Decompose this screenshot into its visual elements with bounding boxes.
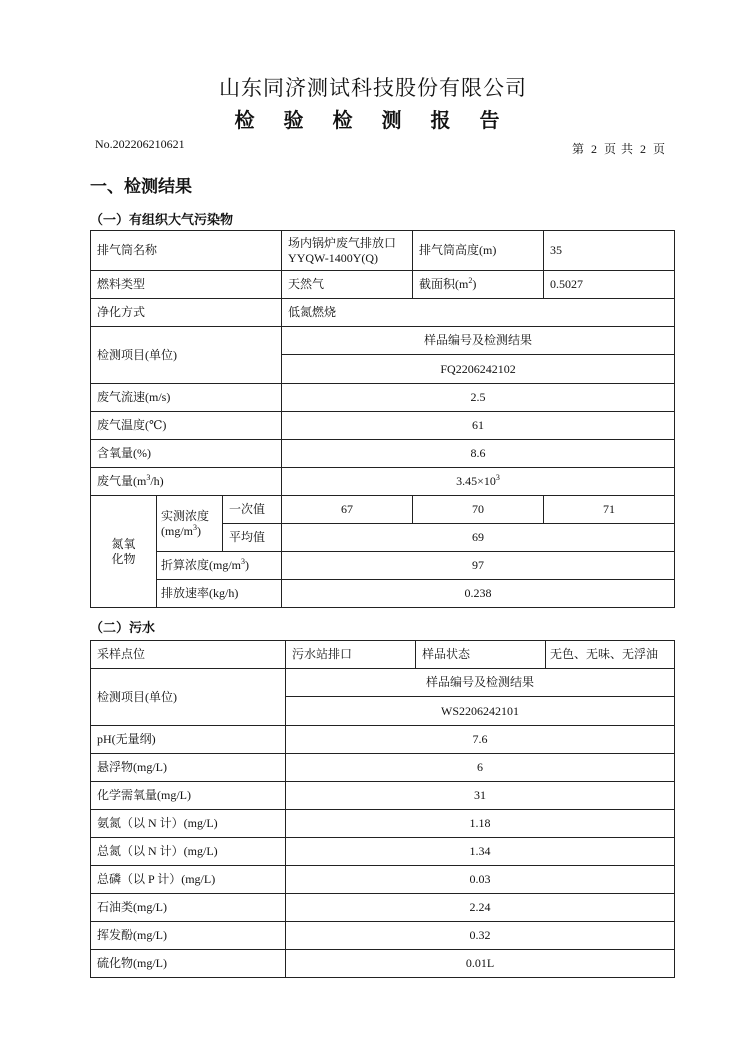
single-value-2: 70 (413, 496, 544, 524)
page-suffix: 页 (652, 142, 666, 156)
phenol-value: 0.32 (286, 922, 675, 950)
single-value-3: 71 (544, 496, 675, 524)
table-row (91, 327, 675, 355)
single-value-1: 67 (282, 496, 413, 524)
report-number: No.202206210621 (95, 137, 185, 151)
converted-value: 97 (282, 552, 675, 580)
phenol-label: 挥发酚(mg/L) (91, 922, 286, 950)
table-row (91, 496, 675, 524)
page-prefix: 第 (571, 142, 585, 156)
table-row (91, 231, 675, 271)
ph-label: pH(无量纲) (91, 726, 286, 754)
water-item-label: 检测项目(单位) (91, 669, 286, 726)
result-header: 样品编号及检测结果 (282, 327, 675, 355)
state-label: 样品状态 (416, 641, 546, 669)
rate-value: 0.238 (282, 580, 675, 608)
area-label-close: ) (472, 277, 477, 291)
nox-label-line1: 氮氧 (111, 536, 136, 551)
total-nitrogen-value: 1.34 (286, 838, 675, 866)
ammonia-value: 1.18 (286, 810, 675, 838)
fuel-label: 燃料类型 (91, 271, 282, 299)
measured-label (157, 496, 223, 552)
purify-value: 低氮燃烧 (282, 299, 675, 327)
outlet-value-line1: 场内锅炉废气排放口 (288, 235, 397, 250)
site-label: 采样点位 (91, 641, 286, 669)
flow-value (282, 468, 675, 496)
outlet-label: 排气筒名称 (91, 231, 282, 271)
table-row (91, 468, 675, 496)
ammonia-label: 氨氮（以 N 计）(mg/L) (91, 810, 286, 838)
subsection-water-title: （二）污水 (90, 621, 156, 636)
height-value: 35 (544, 231, 675, 271)
wastewater-table (90, 640, 675, 978)
section-title: 一、检测结果 (90, 177, 192, 197)
subsection-air-title: （一）有组织大气污染物 (90, 213, 234, 228)
air-emission-table (90, 230, 675, 608)
table-row (91, 412, 675, 440)
table-row (91, 552, 675, 580)
area-label-text: 截面积(m (419, 277, 469, 291)
table-row (91, 838, 675, 866)
table-row (91, 922, 675, 950)
report-title: 检 验 检 测 报 告 (234, 110, 512, 132)
measured-unit-text: (mg/m (161, 523, 193, 538)
temperature-label: 废气温度(℃) (91, 412, 282, 440)
table-row (91, 384, 675, 412)
measured-label-line1: 实测浓度 (161, 508, 210, 523)
water-sample-id: WS2206242101 (286, 697, 675, 726)
page-current: 2 (590, 142, 598, 156)
sulfide-value: 0.01L (286, 950, 675, 978)
purify-label: 净化方式 (91, 299, 282, 327)
flow-value-sup: 3 (495, 473, 500, 482)
single-label: 一次值 (223, 496, 282, 524)
nox-label-line2: 化物 (111, 551, 136, 566)
fuel-value: 天然气 (282, 271, 413, 299)
total-nitrogen-label: 总氮（以 N 计）(mg/L) (91, 838, 286, 866)
velocity-value: 2.5 (282, 384, 675, 412)
rate-label: 排放速率(kg/h) (157, 580, 282, 608)
nox-label (91, 496, 157, 608)
table-row (91, 580, 675, 608)
cod-value: 31 (286, 782, 675, 810)
table-row (91, 669, 675, 697)
page-mid: 页 共 (603, 142, 634, 156)
outlet-value-line2: YYQW-1400Y(Q) (288, 250, 379, 265)
measured-label-line2 (161, 524, 218, 539)
table-row (91, 641, 675, 669)
ph-value: 7.6 (286, 726, 675, 754)
table-row (91, 950, 675, 978)
temperature-value: 61 (282, 412, 675, 440)
sulfide-label: 硫化物(mg/L) (91, 950, 286, 978)
ss-label: 悬浮物(mg/L) (91, 754, 286, 782)
table-row (91, 782, 675, 810)
measured-unit-close: ) (197, 523, 201, 538)
total-phosphorus-label: 总磷（以 P 计）(mg/L) (91, 866, 286, 894)
company-name: 山东同济测试科技股份有限公司 (219, 76, 527, 100)
sample-id: FQ2206242102 (282, 355, 675, 384)
converted-label-sup: 3 (241, 557, 245, 566)
ss-value: 6 (286, 754, 675, 782)
outlet-value (282, 231, 413, 271)
flow-label-close: /h) (150, 474, 164, 488)
table-row (91, 866, 675, 894)
area-value: 0.5027 (544, 271, 675, 299)
flow-label-text: 废气量(m (97, 474, 147, 488)
state-value: 无色、无味、无浮油 (546, 641, 675, 669)
page-total: 2 (639, 142, 647, 156)
table-row (91, 754, 675, 782)
table-row (91, 810, 675, 838)
oxygen-label: 含氧量(%) (91, 440, 282, 468)
table-row (91, 440, 675, 468)
measured-unit-sup: 3 (193, 522, 197, 532)
converted-label-close: ) (245, 558, 249, 572)
avg-value: 69 (282, 524, 675, 552)
table-row (91, 299, 675, 327)
flow-value-text: 3.45×10 (456, 474, 496, 488)
petroleum-label: 石油类(mg/L) (91, 894, 286, 922)
flow-label (91, 468, 282, 496)
velocity-label: 废气流速(m/s) (91, 384, 282, 412)
oxygen-value: 8.6 (282, 440, 675, 468)
area-label-sup: 2 (468, 276, 473, 285)
page-indicator (569, 140, 669, 157)
petroleum-value: 2.24 (286, 894, 675, 922)
converted-label-text: 折算浓度(mg/m (161, 558, 241, 572)
table-row (91, 726, 675, 754)
site-value: 污水站排口 (286, 641, 416, 669)
total-phosphorus-value: 0.03 (286, 866, 675, 894)
cod-label: 化学需氧量(mg/L) (91, 782, 286, 810)
area-label (413, 271, 544, 299)
height-label: 排气筒高度(m) (413, 231, 544, 271)
avg-label: 平均值 (223, 524, 282, 552)
table-row (91, 894, 675, 922)
table-row (91, 271, 675, 299)
water-result-header: 样品编号及检测结果 (286, 669, 675, 697)
flow-label-sup: 3 (146, 473, 151, 482)
converted-label (157, 552, 282, 580)
item-label: 检测项目(单位) (91, 327, 282, 384)
